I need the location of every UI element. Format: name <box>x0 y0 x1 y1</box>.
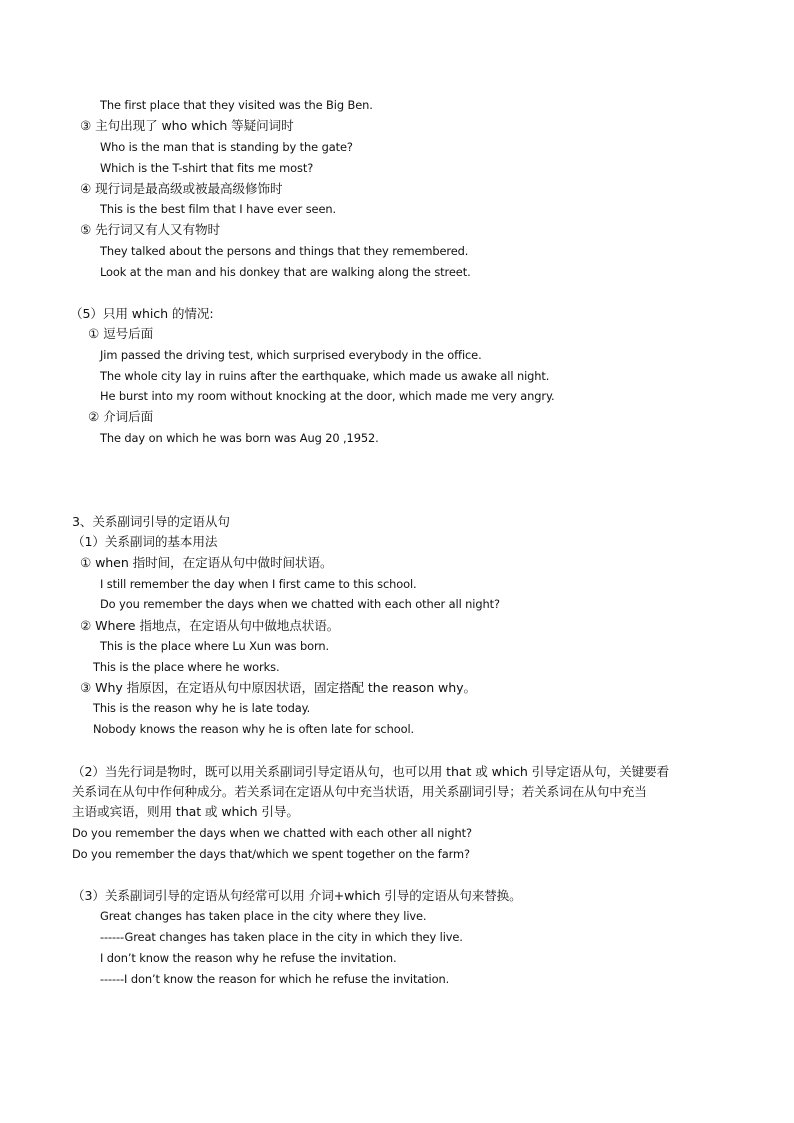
example-sentence: Do you remember the days when we chatted with each other all night? <box>72 826 472 840</box>
rule-item-2: ② 介词后面 <box>88 409 154 424</box>
example-sentence: This is the place where he works. <box>93 660 280 674</box>
example-sentence: This is the reason why he is late today. <box>93 701 311 715</box>
example-sentence: Jim passed the driving test, which surprised everybody in the office. <box>100 348 482 362</box>
example-sentence: He burst into my room without knocking at the door, which made me very angry. <box>100 389 555 403</box>
example-sentence: The whole city lay in ruins after the earthquake, which made us awake all night. <box>100 369 550 383</box>
rule-item-when: ① when 指时间，在定语从句中做时间状语。 <box>80 555 333 570</box>
rule-item-why: ③ Why 指原因，在定语从句中原因状语，固定搭配 the reason why。 <box>80 680 476 695</box>
paragraph-line: 关系词在从句中作何种成分。若关系词在定语从句中充当状语，用关系副词引导；若关系词在从句中充当 <box>72 784 647 799</box>
subsection-heading-3: （3）关系副词引导的定语从句经常可以用 介词+which 引导的定语从句来替换。 <box>72 888 522 903</box>
example-sentence: ------Great changes has taken place in the city in which they live. <box>100 930 463 944</box>
example-sentence: I still remember the day when I first came to this school. <box>100 577 417 591</box>
paragraph-line: （2）当先行词是物时，既可以用关系副词引导定语从句，也可以用 that 或 which 引导定语从句，关键要看 <box>72 764 670 779</box>
rule-item-5: ⑤ 先行词又有人又有物时 <box>80 222 221 237</box>
example-sentence: Look at the man and his donkey that are walking along the street. <box>100 265 471 279</box>
example-sentence: Who is the man that is standing by the gate? <box>100 140 353 154</box>
rule-item-where: ② Where 指地点，在定语从句中做地点状语。 <box>80 618 340 633</box>
section-heading-5: （5）只用 which 的情况: <box>70 306 214 321</box>
example-sentence: The first place that they visited was the Big Ben. <box>100 98 373 112</box>
rule-item-4: ④ 现行词是最高级或被最高级修饰时 <box>80 181 283 196</box>
paragraph-line: 主语或宾语，则用 that 或 which 引导。 <box>72 804 299 819</box>
example-sentence: The day on which he was born was Aug 20 ,1952. <box>100 431 379 445</box>
section-heading-3: 3、关系副词引导的定语从句 <box>72 514 230 529</box>
example-sentence: ------I don’t know the reason for which he refuse the invitation. <box>100 972 450 986</box>
example-sentence: I don’t know the reason why he refuse the invitation. <box>100 951 397 965</box>
example-sentence: This is the place where Lu Xun was born. <box>100 639 330 653</box>
subsection-heading-1: （1）关系副词的基本用法 <box>72 534 218 549</box>
example-sentence: Do you remember the days that/which we spent together on the farm? <box>72 847 470 861</box>
example-sentence: Great changes has taken place in the city where they live. <box>100 909 427 923</box>
example-sentence: They talked about the persons and things that they remembered. <box>100 244 469 258</box>
example-sentence: This is the best film that I have ever seen. <box>100 202 336 216</box>
example-sentence: Do you remember the days when we chatted with each other all night? <box>100 597 500 611</box>
rule-item-1: ① 逗号后面 <box>88 326 154 341</box>
rule-item-3: ③ 主句出现了 who which 等疑问词时 <box>80 118 294 133</box>
example-sentence: Nobody knows the reason why he is often late for school. <box>93 722 415 736</box>
example-sentence: Which is the T-shirt that fits me most? <box>100 161 314 175</box>
